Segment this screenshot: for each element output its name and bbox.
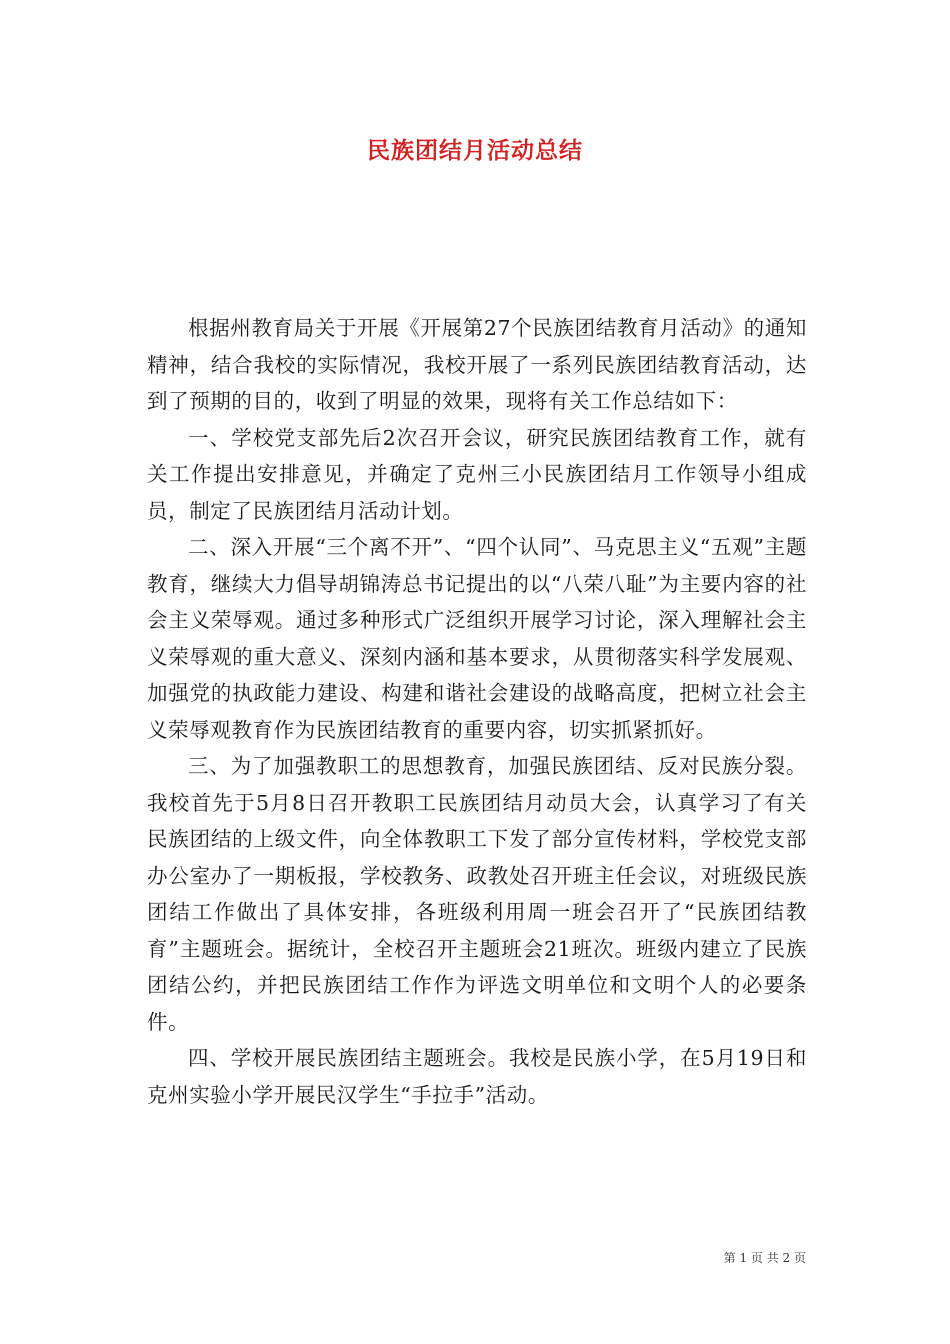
paragraph-section-3: 三、为了加强教职工的思想教育，加强民族团结、反对民族分裂。我校首先于5月8日召开教职工民族团结月动员大会，认真学习了有关民族团结的上级文件，向全体教职工下发了部分宣传材料，学校党支部办公室办了一期板报，学校教务、政教处召开班主任会议，对班级民族团结工作做出了具体安排，各班级利用周一班会召开了“民族团结教育”主题班会。据统计，全校召开主题班会21班次。班级内建立了民族团结公约，并把民族团结工作作为评选文明单位和文明个人的必要条件。 xyxy=(147,754,807,1034)
paragraph-section-4: 四、学校开展民族团结主题班会。我校是民族小学，在5月19日和克州实验小学开展民汉学生“手拉手”活动。 xyxy=(147,1046,807,1107)
paragraph-section-1: 一、学校党支部先后2次召开会议，研究民族团结教育工作，就有关工作提出安排意见，并确定了克州三小民族团结月工作领导小组成员，制定了民族团结月活动计划。 xyxy=(147,425,807,523)
document-title: 民族团结月活动总结 xyxy=(367,137,583,164)
page-number: 第 1 页 共 2 页 xyxy=(723,1251,806,1265)
paragraph-intro: 根据州教育局关于开展《开展第27个民族团结教育月活动》的通知精神，结合我校的实际情况，我校开展了一系列民族团结教育活动，达到了预期的目的，收到了明显的效果，现将有关工作总结如下： xyxy=(147,316,807,413)
paragraph-section-2: 二、深入开展“三个离不开”、“四个认同”、马克思主义“五观”主题教育，继续大力倡导胡锦涛总书记提出的以“八荣八耻”为主要内容的社会主义荣辱观。通过多种形式广泛组织开展学习讨论，深入理解社会主义荣辱观的重大意义、深刻内涵和基本要求，从贯彻落实科学发展观、加强党的执政能力建设、构建和谐社会建设的战略高度，把树立社会主义荣辱观教育作为民族团结教育的重要内容，切实抓紧抓好。 xyxy=(147,535,807,742)
document-body xyxy=(147,310,807,1113)
